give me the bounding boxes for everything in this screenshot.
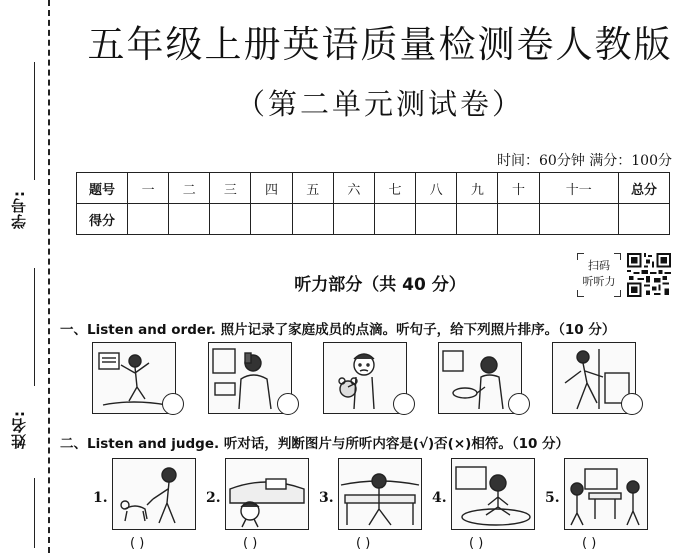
answer-circle[interactable] <box>162 393 184 415</box>
answer-parens[interactable]: ( ) <box>243 536 258 551</box>
table-cell: 七 <box>374 173 415 204</box>
student-no-line <box>34 62 35 180</box>
score-input-cell[interactable] <box>333 204 374 235</box>
binding-dashed-line <box>48 0 50 553</box>
table-cell: 八 <box>416 173 457 204</box>
score-input-cell[interactable] <box>128 204 169 235</box>
table-cell: 十一 <box>539 173 618 204</box>
score-input-cell[interactable] <box>619 204 670 235</box>
answer-parens[interactable]: ( ) <box>130 536 145 551</box>
table-cell: 六 <box>333 173 374 204</box>
table-cell: 得分 <box>77 204 128 235</box>
answer-parens[interactable]: ( ) <box>356 536 371 551</box>
name-line <box>34 268 35 386</box>
answer-circle[interactable] <box>393 393 415 415</box>
name-label: 姓名: <box>10 410 28 449</box>
score-input-cell[interactable] <box>169 204 210 235</box>
item-number: 3. <box>319 490 334 506</box>
item-number: 4. <box>432 490 447 506</box>
page-title: 五年级上册英语质量检测卷人教版 <box>87 23 673 66</box>
qr-code-icon[interactable] <box>627 253 671 297</box>
table-cell: 二 <box>169 173 210 204</box>
score-input-cell[interactable] <box>498 204 539 235</box>
table-cell: 十 <box>498 173 539 204</box>
score-table-header-row <box>77 173 670 204</box>
answer-parens[interactable]: ( ) <box>582 536 597 551</box>
table-cell: 题号 <box>77 173 128 204</box>
table-cell: 一 <box>128 173 169 204</box>
page-subtitle: （第二单元测试卷） <box>235 87 524 121</box>
score-input-cell[interactable] <box>416 204 457 235</box>
qr-label-line1: 扫码 <box>588 259 610 272</box>
question-1-text: 一、Listen and order. 照片记录了家庭成员的点滴。听句子，给下列照片排序。（10 分） <box>60 322 616 338</box>
question-2-text: 二、Listen and judge. 听对话，判断图片与所听内容是(√)否(×)相符。（10 分） <box>60 436 570 452</box>
extra-line <box>34 478 35 548</box>
boy-sitting-on-floor-icon <box>451 458 535 530</box>
score-input-cell[interactable] <box>457 204 498 235</box>
table-cell: 五 <box>292 173 333 204</box>
answer-circle[interactable] <box>508 393 530 415</box>
score-input-cell[interactable] <box>374 204 415 235</box>
boy-walking-dog-icon <box>112 458 196 530</box>
score-input-cell[interactable] <box>210 204 251 235</box>
score-table-score-row <box>77 204 670 235</box>
qr-label-line2: 听听力 <box>582 275 616 288</box>
score-input-cell[interactable] <box>251 204 292 235</box>
item-number: 2. <box>206 490 221 506</box>
score-input-cell[interactable] <box>292 204 333 235</box>
item-number: 1. <box>93 490 108 506</box>
score-table <box>76 172 670 235</box>
table-cell: 九 <box>457 173 498 204</box>
answer-circle[interactable] <box>621 393 643 415</box>
listening-section-title: 听力部分（共 40 分） <box>294 275 466 295</box>
student-no-label: 学号: <box>10 190 28 229</box>
item-number: 5. <box>545 490 560 506</box>
two-kids-with-desk-icon <box>564 458 648 530</box>
answer-parens[interactable]: ( ) <box>469 536 484 551</box>
qr-label <box>577 253 621 297</box>
answer-circle[interactable] <box>277 393 299 415</box>
table-cell: 四 <box>251 173 292 204</box>
boy-sitting-at-table-icon <box>338 458 422 530</box>
boy-lying-in-bed-icon <box>225 458 309 530</box>
table-cell: 三 <box>210 173 251 204</box>
time-info: 时间：60分钟 满分：100分 <box>497 153 672 169</box>
table-cell: 总分 <box>619 173 670 204</box>
score-input-cell[interactable] <box>539 204 618 235</box>
